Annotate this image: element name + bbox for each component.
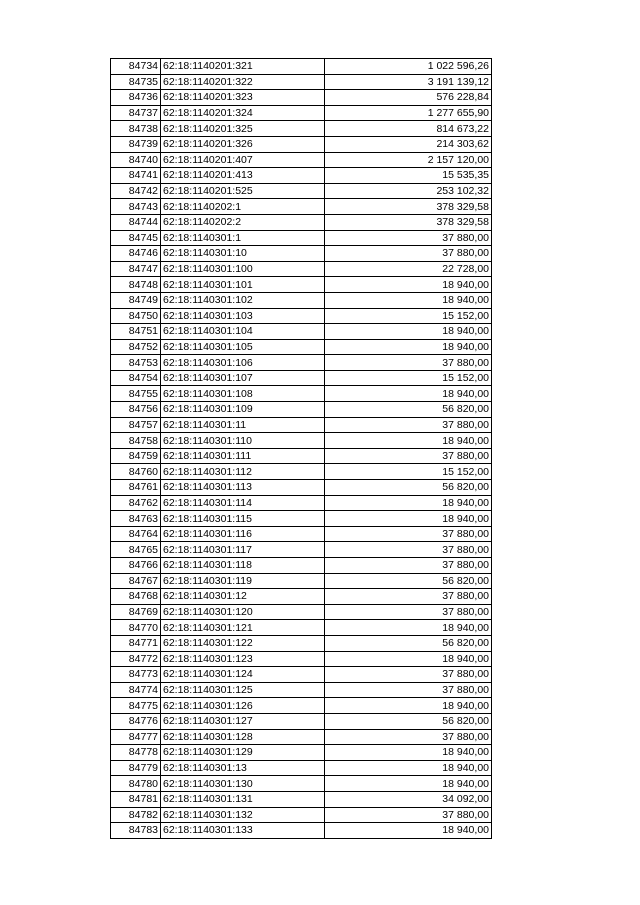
cadastral-number-cell: 62:18:1140301:116 bbox=[161, 526, 325, 542]
row-number-cell: 84746 bbox=[111, 246, 161, 262]
row-number-cell: 84766 bbox=[111, 558, 161, 574]
cadastral-number-cell: 62:18:1140301:12 bbox=[161, 589, 325, 605]
cadastral-number-cell: 62:18:1140301:121 bbox=[161, 620, 325, 636]
table-body bbox=[111, 59, 492, 839]
row-number-cell: 84748 bbox=[111, 277, 161, 293]
value-cell: 378 329,58 bbox=[325, 214, 492, 230]
value-cell: 15 535,35 bbox=[325, 168, 492, 184]
table-row bbox=[111, 823, 492, 839]
value-cell: 814 673,22 bbox=[325, 121, 492, 137]
row-number-cell: 84756 bbox=[111, 402, 161, 418]
row-number-cell: 84778 bbox=[111, 745, 161, 761]
cadastral-number-cell: 62:18:1140201:325 bbox=[161, 121, 325, 137]
value-cell: 15 152,00 bbox=[325, 370, 492, 386]
table-row bbox=[111, 74, 492, 90]
row-number-cell: 84739 bbox=[111, 136, 161, 152]
table-row bbox=[111, 168, 492, 184]
row-number-cell: 84740 bbox=[111, 152, 161, 168]
cadastral-number-cell: 62:18:1140301:106 bbox=[161, 355, 325, 371]
value-cell: 56 820,00 bbox=[325, 635, 492, 651]
row-number-cell: 84780 bbox=[111, 776, 161, 792]
row-number-cell: 84760 bbox=[111, 464, 161, 480]
row-number-cell: 84777 bbox=[111, 729, 161, 745]
cadastral-number-cell: 62:18:1140301:11 bbox=[161, 417, 325, 433]
table-row bbox=[111, 807, 492, 823]
cadastral-number-cell: 62:18:1140301:127 bbox=[161, 713, 325, 729]
cadastral-number-cell: 62:18:1140201:321 bbox=[161, 59, 325, 75]
row-number-cell: 84772 bbox=[111, 651, 161, 667]
row-number-cell: 84747 bbox=[111, 261, 161, 277]
cadastral-number-cell: 62:18:1140202:2 bbox=[161, 214, 325, 230]
cadastral-number-cell: 62:18:1140202:1 bbox=[161, 199, 325, 215]
table-row bbox=[111, 402, 492, 418]
table-row bbox=[111, 355, 492, 371]
table-row bbox=[111, 324, 492, 340]
cadastral-number-cell: 62:18:1140301:109 bbox=[161, 402, 325, 418]
cadastral-number-cell: 62:18:1140301:104 bbox=[161, 324, 325, 340]
value-cell: 378 329,58 bbox=[325, 199, 492, 215]
table-row bbox=[111, 59, 492, 75]
table-row bbox=[111, 791, 492, 807]
table-row bbox=[111, 713, 492, 729]
row-number-cell: 84734 bbox=[111, 59, 161, 75]
value-cell: 18 940,00 bbox=[325, 433, 492, 449]
row-number-cell: 84776 bbox=[111, 713, 161, 729]
table-row bbox=[111, 729, 492, 745]
cadastral-number-cell: 62:18:1140201:413 bbox=[161, 168, 325, 184]
value-cell: 1 022 596,26 bbox=[325, 59, 492, 75]
value-cell: 56 820,00 bbox=[325, 713, 492, 729]
value-cell: 22 728,00 bbox=[325, 261, 492, 277]
value-cell: 34 092,00 bbox=[325, 791, 492, 807]
table-row bbox=[111, 183, 492, 199]
table-row bbox=[111, 339, 492, 355]
table-row bbox=[111, 152, 492, 168]
value-cell: 37 880,00 bbox=[325, 667, 492, 683]
table-row bbox=[111, 370, 492, 386]
cadastral-number-cell: 62:18:1140301:125 bbox=[161, 682, 325, 698]
cadastral-number-cell: 62:18:1140201:407 bbox=[161, 152, 325, 168]
value-cell: 37 880,00 bbox=[325, 448, 492, 464]
table-row bbox=[111, 246, 492, 262]
value-cell: 2 157 120,00 bbox=[325, 152, 492, 168]
cadastral-number-cell: 62:18:1140301:102 bbox=[161, 292, 325, 308]
table-row bbox=[111, 136, 492, 152]
value-cell: 37 880,00 bbox=[325, 542, 492, 558]
cadastral-number-cell: 62:18:1140201:322 bbox=[161, 74, 325, 90]
table-row bbox=[111, 90, 492, 106]
value-cell: 37 880,00 bbox=[325, 246, 492, 262]
table-row bbox=[111, 573, 492, 589]
table-row bbox=[111, 292, 492, 308]
cadastral-number-cell: 62:18:1140301:13 bbox=[161, 760, 325, 776]
cadastral-number-cell: 62:18:1140301:118 bbox=[161, 558, 325, 574]
row-number-cell: 84775 bbox=[111, 698, 161, 714]
row-number-cell: 84757 bbox=[111, 417, 161, 433]
row-number-cell: 84773 bbox=[111, 667, 161, 683]
table-row bbox=[111, 589, 492, 605]
value-cell: 18 940,00 bbox=[325, 495, 492, 511]
value-cell: 37 880,00 bbox=[325, 682, 492, 698]
table-row bbox=[111, 417, 492, 433]
value-cell: 3 191 139,12 bbox=[325, 74, 492, 90]
table-row bbox=[111, 230, 492, 246]
value-cell: 18 940,00 bbox=[325, 776, 492, 792]
value-cell: 37 880,00 bbox=[325, 355, 492, 371]
table-row bbox=[111, 464, 492, 480]
cadastral-number-cell: 62:18:1140301:112 bbox=[161, 464, 325, 480]
cadastral-number-cell: 62:18:1140301:108 bbox=[161, 386, 325, 402]
value-cell: 576 228,84 bbox=[325, 90, 492, 106]
row-number-cell: 84744 bbox=[111, 214, 161, 230]
value-cell: 56 820,00 bbox=[325, 480, 492, 496]
value-cell: 18 940,00 bbox=[325, 511, 492, 527]
cadastral-number-cell: 62:18:1140301:131 bbox=[161, 791, 325, 807]
row-number-cell: 84783 bbox=[111, 823, 161, 839]
value-cell: 253 102,32 bbox=[325, 183, 492, 199]
row-number-cell: 84755 bbox=[111, 386, 161, 402]
cadastral-number-cell: 62:18:1140201:326 bbox=[161, 136, 325, 152]
value-cell: 18 940,00 bbox=[325, 386, 492, 402]
value-cell: 18 940,00 bbox=[325, 651, 492, 667]
row-number-cell: 84738 bbox=[111, 121, 161, 137]
cadastral-number-cell: 62:18:1140201:525 bbox=[161, 183, 325, 199]
cadastral-number-cell: 62:18:1140301:103 bbox=[161, 308, 325, 324]
table-row bbox=[111, 495, 492, 511]
row-number-cell: 84754 bbox=[111, 370, 161, 386]
table-row bbox=[111, 448, 492, 464]
cadastral-number-cell: 62:18:1140301:1 bbox=[161, 230, 325, 246]
row-number-cell: 84782 bbox=[111, 807, 161, 823]
table-row bbox=[111, 526, 492, 542]
cadastral-number-cell: 62:18:1140301:101 bbox=[161, 277, 325, 293]
data-table bbox=[110, 58, 492, 839]
row-number-cell: 84768 bbox=[111, 589, 161, 605]
row-number-cell: 84767 bbox=[111, 573, 161, 589]
row-number-cell: 84774 bbox=[111, 682, 161, 698]
table-row bbox=[111, 480, 492, 496]
row-number-cell: 84761 bbox=[111, 480, 161, 496]
row-number-cell: 84764 bbox=[111, 526, 161, 542]
cadastral-number-cell: 62:18:1140301:119 bbox=[161, 573, 325, 589]
row-number-cell: 84770 bbox=[111, 620, 161, 636]
row-number-cell: 84759 bbox=[111, 448, 161, 464]
row-number-cell: 84769 bbox=[111, 604, 161, 620]
row-number-cell: 84751 bbox=[111, 324, 161, 340]
row-number-cell: 84771 bbox=[111, 635, 161, 651]
value-cell: 37 880,00 bbox=[325, 807, 492, 823]
cadastral-number-cell: 62:18:1140301:111 bbox=[161, 448, 325, 464]
table-row bbox=[111, 433, 492, 449]
cadastral-number-cell: 62:18:1140201:323 bbox=[161, 90, 325, 106]
cadastral-number-cell: 62:18:1140301:129 bbox=[161, 745, 325, 761]
cadastral-number-cell: 62:18:1140301:115 bbox=[161, 511, 325, 527]
row-number-cell: 84763 bbox=[111, 511, 161, 527]
row-number-cell: 84765 bbox=[111, 542, 161, 558]
row-number-cell: 84753 bbox=[111, 355, 161, 371]
table-row bbox=[111, 261, 492, 277]
table-row bbox=[111, 542, 492, 558]
value-cell: 37 880,00 bbox=[325, 589, 492, 605]
value-cell: 18 940,00 bbox=[325, 698, 492, 714]
cadastral-number-cell: 62:18:1140301:100 bbox=[161, 261, 325, 277]
cadastral-number-cell: 62:18:1140301:126 bbox=[161, 698, 325, 714]
row-number-cell: 84735 bbox=[111, 74, 161, 90]
row-number-cell: 84779 bbox=[111, 760, 161, 776]
row-number-cell: 84749 bbox=[111, 292, 161, 308]
value-cell: 37 880,00 bbox=[325, 526, 492, 542]
value-cell: 37 880,00 bbox=[325, 558, 492, 574]
table-row bbox=[111, 558, 492, 574]
table-row bbox=[111, 698, 492, 714]
table-row bbox=[111, 511, 492, 527]
cadastral-number-cell: 62:18:1140301:105 bbox=[161, 339, 325, 355]
value-cell: 37 880,00 bbox=[325, 230, 492, 246]
row-number-cell: 84741 bbox=[111, 168, 161, 184]
document-page bbox=[110, 58, 491, 839]
value-cell: 37 880,00 bbox=[325, 729, 492, 745]
table-row bbox=[111, 214, 492, 230]
value-cell: 37 880,00 bbox=[325, 417, 492, 433]
value-cell: 214 303,62 bbox=[325, 136, 492, 152]
table-row bbox=[111, 199, 492, 215]
cadastral-number-cell: 62:18:1140301:113 bbox=[161, 480, 325, 496]
cadastral-number-cell: 62:18:1140301:130 bbox=[161, 776, 325, 792]
table-row bbox=[111, 277, 492, 293]
row-number-cell: 84762 bbox=[111, 495, 161, 511]
row-number-cell: 84745 bbox=[111, 230, 161, 246]
value-cell: 18 940,00 bbox=[325, 324, 492, 340]
cadastral-number-cell: 62:18:1140301:124 bbox=[161, 667, 325, 683]
row-number-cell: 84737 bbox=[111, 105, 161, 121]
row-number-cell: 84758 bbox=[111, 433, 161, 449]
row-number-cell: 84781 bbox=[111, 791, 161, 807]
row-number-cell: 84750 bbox=[111, 308, 161, 324]
table-row bbox=[111, 776, 492, 792]
table-row bbox=[111, 121, 492, 137]
cadastral-number-cell: 62:18:1140301:107 bbox=[161, 370, 325, 386]
cadastral-number-cell: 62:18:1140301:110 bbox=[161, 433, 325, 449]
table-row bbox=[111, 760, 492, 776]
table-row bbox=[111, 667, 492, 683]
value-cell: 18 940,00 bbox=[325, 823, 492, 839]
cadastral-number-cell: 62:18:1140301:132 bbox=[161, 807, 325, 823]
table-row bbox=[111, 635, 492, 651]
row-number-cell: 84742 bbox=[111, 183, 161, 199]
cadastral-number-cell: 62:18:1140301:120 bbox=[161, 604, 325, 620]
table-row bbox=[111, 651, 492, 667]
table-row bbox=[111, 105, 492, 121]
cadastral-number-cell: 62:18:1140301:122 bbox=[161, 635, 325, 651]
value-cell: 18 940,00 bbox=[325, 760, 492, 776]
table-row bbox=[111, 308, 492, 324]
value-cell: 18 940,00 bbox=[325, 292, 492, 308]
cadastral-number-cell: 62:18:1140301:114 bbox=[161, 495, 325, 511]
value-cell: 18 940,00 bbox=[325, 745, 492, 761]
row-number-cell: 84736 bbox=[111, 90, 161, 106]
table-row bbox=[111, 682, 492, 698]
value-cell: 18 940,00 bbox=[325, 620, 492, 636]
row-number-cell: 84752 bbox=[111, 339, 161, 355]
table-row bbox=[111, 604, 492, 620]
value-cell: 1 277 655,90 bbox=[325, 105, 492, 121]
value-cell: 18 940,00 bbox=[325, 339, 492, 355]
table-row bbox=[111, 745, 492, 761]
value-cell: 56 820,00 bbox=[325, 402, 492, 418]
value-cell: 56 820,00 bbox=[325, 573, 492, 589]
row-number-cell: 84743 bbox=[111, 199, 161, 215]
table-row bbox=[111, 386, 492, 402]
cadastral-number-cell: 62:18:1140301:123 bbox=[161, 651, 325, 667]
cadastral-number-cell: 62:18:1140201:324 bbox=[161, 105, 325, 121]
value-cell: 15 152,00 bbox=[325, 308, 492, 324]
cadastral-number-cell: 62:18:1140301:133 bbox=[161, 823, 325, 839]
table-row bbox=[111, 620, 492, 636]
cadastral-number-cell: 62:18:1140301:128 bbox=[161, 729, 325, 745]
value-cell: 18 940,00 bbox=[325, 277, 492, 293]
value-cell: 37 880,00 bbox=[325, 604, 492, 620]
cadastral-number-cell: 62:18:1140301:117 bbox=[161, 542, 325, 558]
value-cell: 15 152,00 bbox=[325, 464, 492, 480]
cadastral-number-cell: 62:18:1140301:10 bbox=[161, 246, 325, 262]
